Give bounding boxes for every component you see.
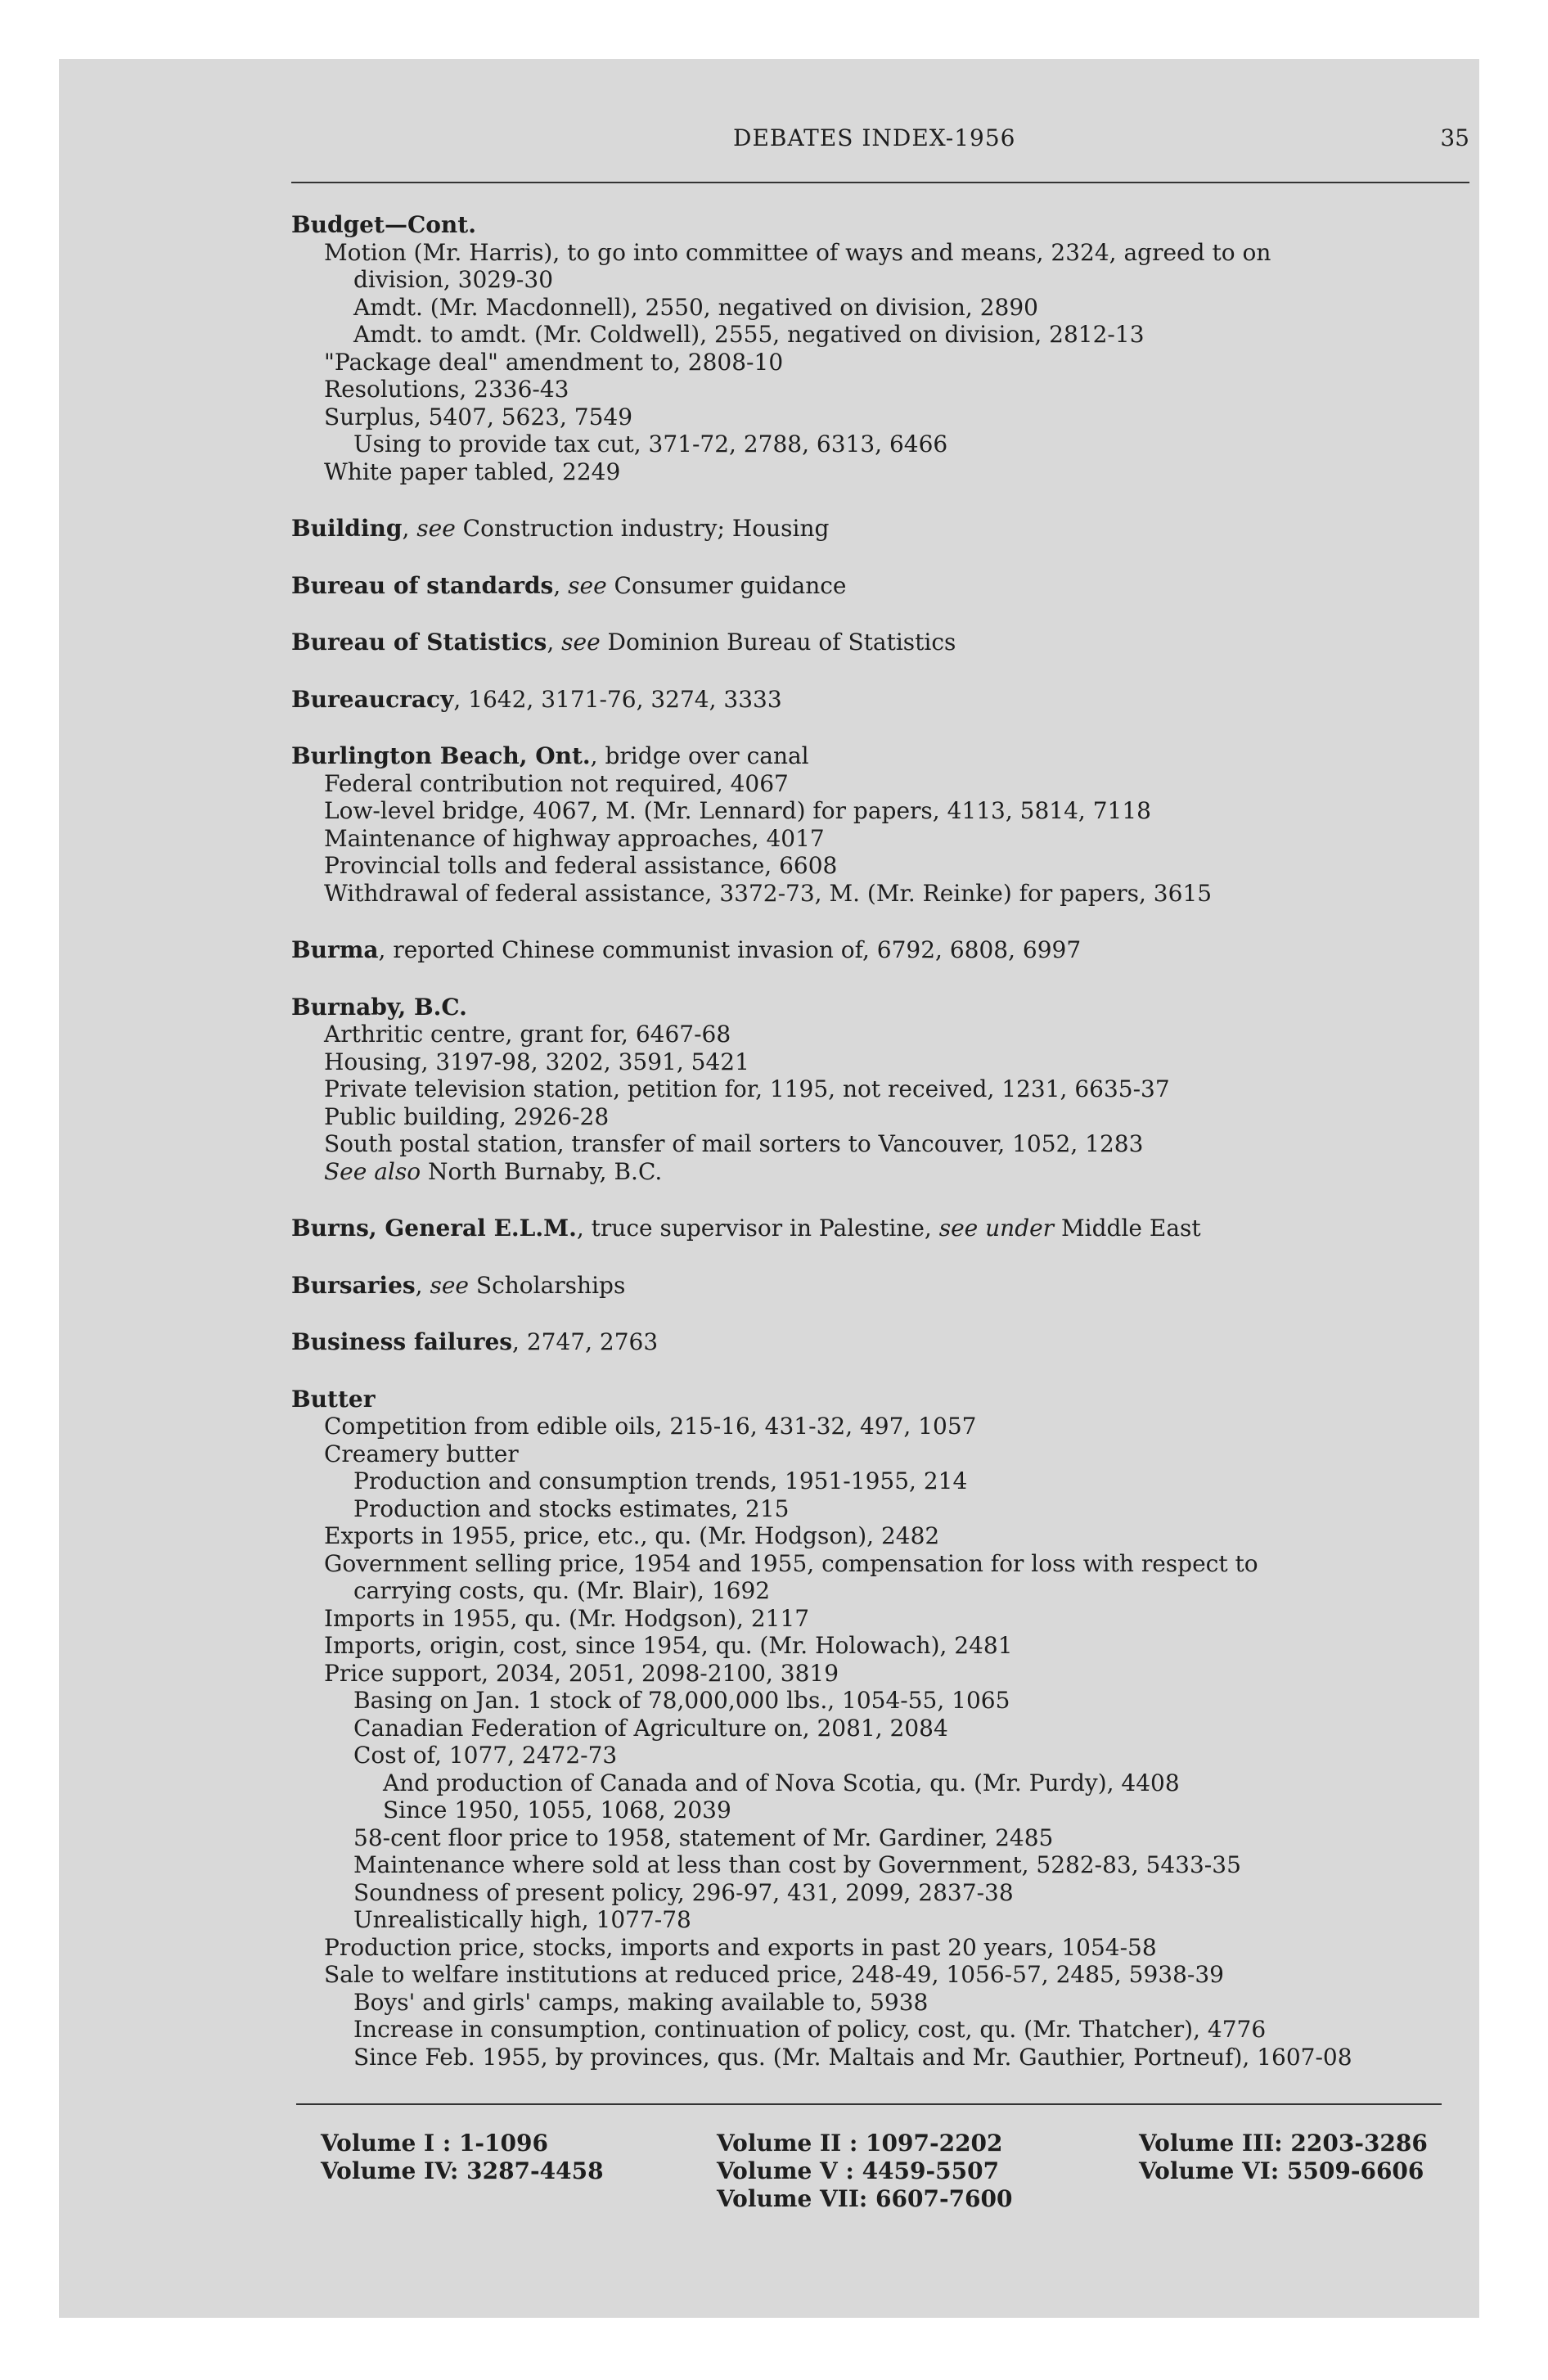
cross-reference-marker: See also — [324, 1157, 421, 1185]
entry-heading — [291, 742, 1502, 770]
index-entry — [291, 629, 1502, 656]
entry-heading — [291, 936, 1502, 964]
subentry-line: Competition from edible oils, 215-16, 431-32, 497, 1057 — [324, 1413, 977, 1440]
index-entry — [291, 994, 1502, 1186]
subentry-line: Basing on Jan. 1 stock of 78,000,000 lbs., 1054-55, 1065 — [353, 1687, 1010, 1714]
entry-term: Building — [291, 515, 403, 542]
subentry-line: Housing, 3197-98, 3202, 3591, 5421 — [324, 1048, 749, 1075]
entry-term: Burma — [291, 936, 379, 963]
entry-reference: , reported Chinese communist invasion of, 6792, 6808, 6997 — [378, 936, 1082, 963]
index-entries — [291, 211, 1502, 2071]
entry-reference: , 2747, 2763 — [512, 1328, 659, 1355]
volume-column-3 — [1139, 2130, 1428, 2185]
page-content — [291, 124, 1502, 2220]
index-entry — [291, 1272, 1502, 1300]
entry-heading — [291, 629, 1502, 656]
index-entry — [291, 1328, 1502, 1356]
entry-heading — [291, 1328, 1502, 1356]
subentry-line: Maintenance where sold at less than cost by Government, 5282-83, 5433-35 — [353, 1851, 1241, 1878]
entry-term: Business failures — [291, 1328, 513, 1355]
index-entry — [291, 1386, 1502, 2071]
subentry-line: Production and consumption trends, 1951-1955, 214 — [353, 1467, 968, 1494]
entry-heading — [291, 211, 1502, 239]
index-entry — [291, 515, 1502, 543]
subentry-line: Since Feb. 1955, by provinces, qus. (Mr. Maltais and Mr. Gauthier, Portneuf), 1607-08 — [353, 2043, 1352, 2071]
index-entry — [291, 936, 1502, 964]
cross-reference-marker: see — [416, 515, 456, 542]
subentry-line: Resolutions, 2336-43 — [324, 376, 569, 403]
subentry-line: Exports in 1955, price, etc., qu. (Mr. Hodgson), 2482 — [324, 1522, 940, 1549]
subentry-line: Creamery butter — [324, 1440, 519, 1467]
subentry-line: And production of Canada and of Nova Scotia, qu. (Mr. Purdy), 4408 — [383, 1769, 1180, 1796]
subentry-line: division, 3029-30 — [353, 266, 554, 293]
running-title: DEBATES INDEX-1956 — [733, 124, 1016, 151]
entry-reference: , truce supervisor in Palestine, see under Middle East — [576, 1215, 1201, 1242]
subentry-line: Using to provide tax cut, 371-72, 2788, 6313, 6466 — [353, 430, 948, 458]
subentry-line: Arthritic centre, grant for, 6467-68 — [324, 1021, 731, 1048]
cross-reference-marker: see — [568, 571, 607, 599]
subentry-line: Withdrawal of federal assistance, 3372-73, M. (Mr. Reinke) for papers, 3615 — [324, 879, 1213, 907]
subentry-line: Unrealistically high, 1077-78 — [353, 1906, 691, 1933]
volume-range: Volume II : 1097-2202 — [717, 2130, 1003, 2157]
entry-term: Burlington Beach, Ont. — [291, 742, 591, 769]
header-rule — [291, 182, 1469, 183]
subentry-line: Federal contribution not required, 4067 — [324, 769, 789, 797]
entry-term: Bureaucracy — [291, 685, 454, 713]
cross-reference-marker: see — [430, 1271, 469, 1299]
subentry-line: Increase in consumption, continuation of policy, cost, qu. (Mr. Thatcher), 4776 — [353, 2016, 1267, 2043]
subentry-line: Private television station, petition for, 1195, not received, 1231, 6635-37 — [324, 1075, 1170, 1102]
index-entry — [291, 742, 1502, 907]
entry-heading — [291, 1272, 1502, 1300]
subentry-line: "Package deal" amendment to, 2808-10 — [324, 348, 784, 376]
subentry-line: Imports, origin, cost, since 1954, qu. (Mr. Holowach), 2481 — [324, 1632, 1013, 1659]
volume-column-2 — [717, 2130, 1013, 2213]
subentry-line: Production price, stocks, imports and exports in past 20 years, 1054-58 — [324, 1933, 1157, 1961]
subentry-line: Amdt. (Mr. Macdonnell), 2550, negatived on division, 2890 — [353, 293, 1038, 321]
entry-reference: , see Dominion Bureau of Statistics — [547, 629, 956, 656]
index-entry — [291, 1215, 1502, 1242]
volume-range: Volume VII: 6607-7600 — [717, 2185, 1013, 2212]
subentry-line: Low-level bridge, 4067, M. (Mr. Lennard) for papers, 4113, 5814, 7118 — [324, 797, 1151, 824]
entry-heading — [291, 515, 1502, 543]
subentry-line: Motion (Mr. Harris), to go into committee of ways and means, 2324, agreed to on — [324, 238, 1271, 266]
volume-range: Volume IV: 3287-4458 — [321, 2157, 604, 2184]
subentry-line: Imports in 1955, qu. (Mr. Hodgson), 2117 — [324, 1604, 810, 1632]
subentry-line: Soundness of present policy, 296-97, 431, 2099, 2837-38 — [353, 1878, 1014, 1906]
subentry-line: Production and stocks estimates, 215 — [353, 1494, 790, 1522]
subentry-line: Sale to welfare institutions at reduced price, 248-49, 1056-57, 2485, 5938-39 — [324, 1961, 1224, 1988]
entry-term: Bureau of standards — [291, 571, 554, 599]
cross-reference-marker: see — [561, 629, 601, 656]
volume-range: Volume V : 4459-5507 — [717, 2157, 1000, 2184]
entry-reference: , 1642, 3171-76, 3274, 3333 — [453, 685, 782, 713]
subentry-line: Canadian Federation of Agriculture on, 2081, 2084 — [353, 1714, 948, 1742]
volume-key — [291, 2130, 1502, 2220]
entry-term: Budget — [291, 211, 385, 238]
subentry-line: 58-cent floor price to 1958, statement of Mr. Gardiner, 2485 — [353, 1823, 1054, 1851]
subentry-line: Cost of, 1077, 2472-73 — [353, 1742, 618, 1769]
volume-range: Volume VI: 5509-6606 — [1139, 2157, 1424, 2184]
index-entry — [291, 572, 1502, 600]
subentry-line: Amdt. to amdt. (Mr. Coldwell), 2555, negatived on division, 2812-13 — [353, 321, 1145, 348]
entry-heading — [291, 1215, 1502, 1242]
entry-term: Bursaries — [291, 1271, 416, 1299]
subentry-line: Surplus, 5407, 5623, 7549 — [324, 403, 633, 430]
entry-continuation: —Cont. — [384, 211, 476, 238]
entry-heading — [291, 572, 1502, 600]
entry-heading — [291, 1386, 1502, 1413]
entry-heading — [291, 994, 1502, 1021]
subentry-line: White paper tabled, 2249 — [324, 458, 621, 485]
entry-term: Burns, General E.L.M. — [291, 1215, 577, 1242]
subentry-line: carrying costs, qu. (Mr. Blair), 1692 — [353, 1577, 771, 1604]
volume-range: Volume III: 2203-3286 — [1139, 2130, 1428, 2157]
subentry-line: Maintenance of highway approaches, 4017 — [324, 824, 825, 852]
subentry-line: Public building, 2926-28 — [324, 1102, 610, 1130]
footer-rule — [296, 2103, 1442, 2105]
volume-column-1 — [321, 2130, 604, 2185]
subentry-line: Since 1950, 1055, 1068, 2039 — [383, 1796, 731, 1823]
page-header — [291, 124, 1502, 165]
subentry-line: Government selling price, 1954 and 1955, compensation for loss with respect to — [324, 1549, 1258, 1577]
entry-reference: , see Consumer guidance — [553, 571, 847, 599]
index-entry — [291, 211, 1502, 485]
scanned-page — [59, 59, 1479, 2318]
subentry-line: Boys' and girls' camps, making available to, 5938 — [353, 1988, 929, 2016]
index-entry — [291, 686, 1502, 714]
subentry-line: South postal station, transfer of mail sorters to Vancouver, 1052, 1283 — [324, 1130, 1144, 1157]
entry-reference: , see Construction industry; Housing — [402, 515, 830, 542]
page-number: 35 — [1440, 124, 1469, 151]
subentry-line: Provincial tolls and federal assistance, 6608 — [324, 852, 838, 879]
entry-reference: , see Scholarships — [415, 1271, 626, 1299]
subentry-line: See also North Burnaby, B.C. — [324, 1157, 663, 1185]
volume-range: Volume I : 1-1096 — [321, 2130, 548, 2157]
entry-term: Butter — [291, 1385, 376, 1413]
entry-term: Burnaby, B.C. — [291, 993, 467, 1021]
entry-heading — [291, 686, 1502, 714]
entry-term: Bureau of Statistics — [291, 629, 547, 656]
subentry-line: Price support, 2034, 2051, 2098-2100, 3819 — [324, 1659, 839, 1687]
entry-reference: , bridge over canal — [590, 742, 809, 769]
